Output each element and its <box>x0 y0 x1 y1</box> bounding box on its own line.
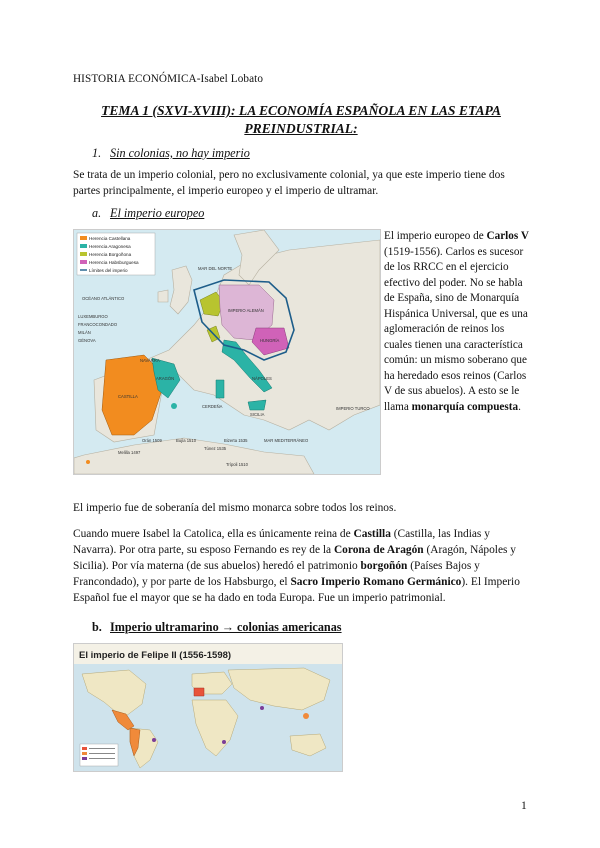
para-text-bold: borgoñón <box>360 560 408 572</box>
label-hungria: HUNGRÍA <box>260 338 280 343</box>
label-mar-norte: MAR DEL NORTE <box>198 266 233 271</box>
para-text-part: Cuando muere Isabel la Catolica, ella es únicamente reina de <box>73 528 354 540</box>
paragraph-intro: Se trata de un imperio colonial, pero no exclusivamente colonial, ya que este imperio tiene dos partes principalmente, el imperio europeo y el imperio de ultramar. <box>73 169 505 197</box>
label-oceano: OCÉANO ATLÁNTICO <box>82 296 125 301</box>
para-text-bold: Castilla <box>353 528 391 540</box>
paragraph-herencias <box>73 526 531 606</box>
section-1-number: 1. <box>92 146 102 160</box>
para-text-part: (Castilla, las Indias y Navarra). Por otra parte, su esposo Fernando es rey de la <box>73 528 490 556</box>
para-text-bold: Corona de Aragón <box>333 544 424 556</box>
label-tripoli: Trípoli 1510 <box>226 462 248 467</box>
label-navarra: NAVARRA <box>140 358 160 363</box>
document-title: TEMA 1 (SXVI-XVIII): LA ECONOMÍA ESPAÑOLA EN LAS ETAPA PREINDUSTRIAL: <box>101 103 501 136</box>
legend-aragonesa: Herencia Aragonesa <box>89 244 131 249</box>
section-a-title: El imperio europeo <box>110 206 205 220</box>
label-francocondado: FRANCOCONDADO <box>78 322 118 327</box>
para-text-bold: Sacro Imperio Romano Germánico <box>290 576 462 588</box>
label-luxemburgo: LUXEMBURGO <box>78 314 108 319</box>
label-bujia: Bujía 1510 <box>176 438 197 443</box>
label-oran: Orán 1509 <box>142 438 162 443</box>
map-european-empire <box>73 229 381 475</box>
document-header: HISTORIA ECONÓMICA-Isabel Lobato <box>73 73 264 85</box>
paragraph-soberania: El imperio fue de soberanía del mismo monarca sobre todos los reinos. <box>73 502 397 514</box>
side-text-part: (1519-1556). Carlos es sucesor de los RRCC en el ejercicio efectivo del poder. No se habla de España, sino de Monarquía Hispánica Universal, que es una aglomeración de reinos los cuales tienen una característica común: un mismo soberano que ha heredado esos reinos (Carlos V de sus abuelos). A esto se le llama <box>384 245 528 413</box>
label-milan: MILÁN <box>78 330 91 335</box>
label-napoles: NÁPOLES <box>252 376 272 381</box>
label-cerdena: CERDEÑA <box>202 404 223 409</box>
section-1-title: Sin colonias, no hay imperio <box>110 146 250 160</box>
para-text-part: (Aragón, Nápoles y Sicilia). Por vía materna (de sus abuelos) heredó el patrimonio <box>73 544 516 572</box>
para-text-part: (Países Bajos y Francondado), y por parte de los Habsburgo, el <box>73 560 480 588</box>
label-sicilia: SICILIA <box>250 412 265 417</box>
side-text-carlos-v <box>384 229 534 415</box>
map-felipe-ii-title: El imperio de Felipe II (1556-1598) <box>79 650 232 661</box>
para-text-part: ). El Imperio Español fue el mayor que se ha dado en toda Europa. Fue un imperio patrimonial. <box>73 576 520 604</box>
label-aragon: ARAGÓN <box>156 376 175 381</box>
label-genova: GÉNOVA <box>78 338 96 343</box>
legend-limites: Límites del imperio <box>89 268 128 273</box>
label-melilla: Melilla 1497 <box>118 450 141 455</box>
label-imperio: IMPERIO ALEMÁN <box>228 308 264 313</box>
label-bizerta: Bizerta 1535 <box>224 438 248 443</box>
side-text-part: El imperio europeo de <box>384 230 487 242</box>
legend-borgonona: Herencia Borgoñona <box>89 252 132 257</box>
map-european-empire-graphic <box>74 230 380 474</box>
legend-castellana: Herencia Castellana <box>89 236 131 241</box>
page-number: 1 <box>521 799 527 812</box>
side-text-part: . <box>518 400 521 413</box>
map-felipe-ii-empire <box>73 643 343 772</box>
legend-habsburguesa: Herencia Habsburguesa <box>89 260 139 265</box>
section-1-heading <box>92 146 250 161</box>
section-a-number: a. <box>92 206 102 220</box>
label-mediterraneo: MAR MEDITERRÁNEO <box>264 438 309 443</box>
section-b-title: Imperio ultramarino → colonias americanas <box>110 620 342 634</box>
section-b-heading <box>92 620 342 635</box>
label-tunez: Túnez 1535 <box>204 446 227 451</box>
section-a-heading <box>92 206 204 221</box>
map-felipe-ii-graphic <box>74 644 342 771</box>
side-text-bold: Carlos V <box>486 230 529 242</box>
label-castilla: CASTILLA <box>118 394 138 399</box>
side-text-bold: monarquía compuesta <box>411 400 519 413</box>
section-b-number: b. <box>92 620 102 634</box>
label-turco: IMPERIO TURCO <box>336 406 370 411</box>
